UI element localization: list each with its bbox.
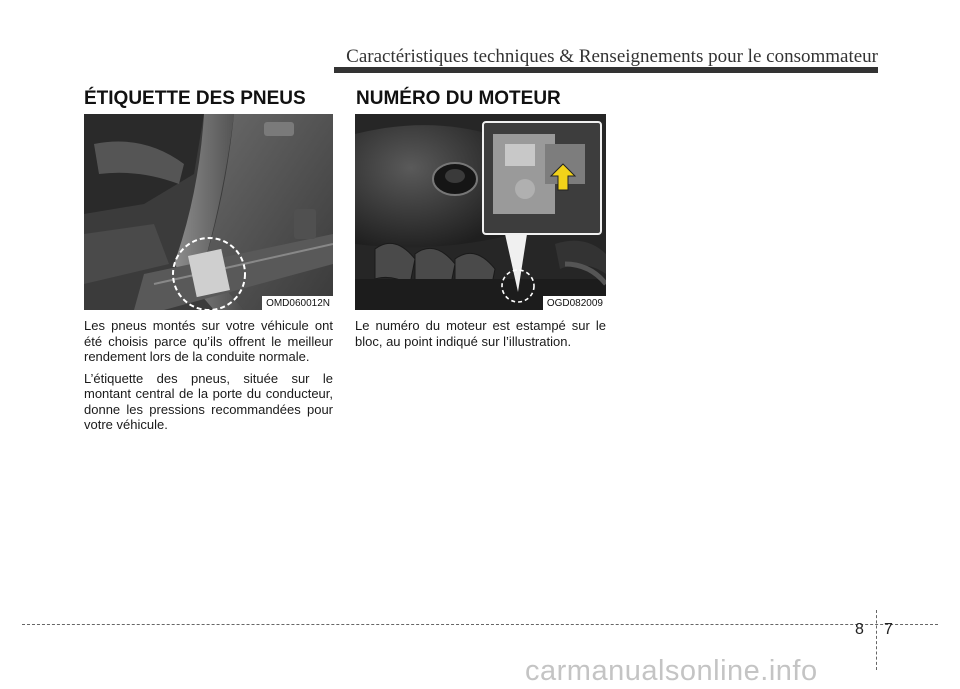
page-number: 7 xyxy=(884,621,893,638)
watermark: carmanualsonline.info xyxy=(525,655,818,687)
header-rule xyxy=(334,67,878,73)
engine-number-figure xyxy=(355,114,606,310)
header-title: Caractéristiques techniques & Renseignements pour le consommateur xyxy=(346,46,878,67)
figure-code: OGD082009 xyxy=(543,296,606,310)
footer-rule xyxy=(22,624,938,625)
engine-number-heading: NUMÉRO DU MOTEUR xyxy=(356,88,561,109)
tire-label-heading: ÉTIQUETTE DES PNEUS xyxy=(84,88,306,109)
chapter-number: 8 xyxy=(855,621,864,638)
engine-number-text xyxy=(355,318,606,355)
paragraph: Le numéro du moteur est estampé sur le bloc, au point indiqué sur l’illustration. xyxy=(355,318,606,349)
paragraph: Les pneus montés sur votre véhicule ont été choisis parce qu’ils offrent le meilleur rendement lors de la conduite normale. xyxy=(84,318,333,364)
figure-code: OMD060012N xyxy=(262,296,333,310)
engine-bay-illustration xyxy=(355,114,606,310)
paragraph: L’étiquette des pneus, située sur le montant central de la porte du conducteur, donne les pressions recommandées pour votre véhicule. xyxy=(84,370,333,432)
door-pillar-illustration xyxy=(84,114,333,310)
tire-label-text xyxy=(84,318,333,439)
page-separator xyxy=(876,610,877,670)
tire-label-figure xyxy=(84,114,333,310)
